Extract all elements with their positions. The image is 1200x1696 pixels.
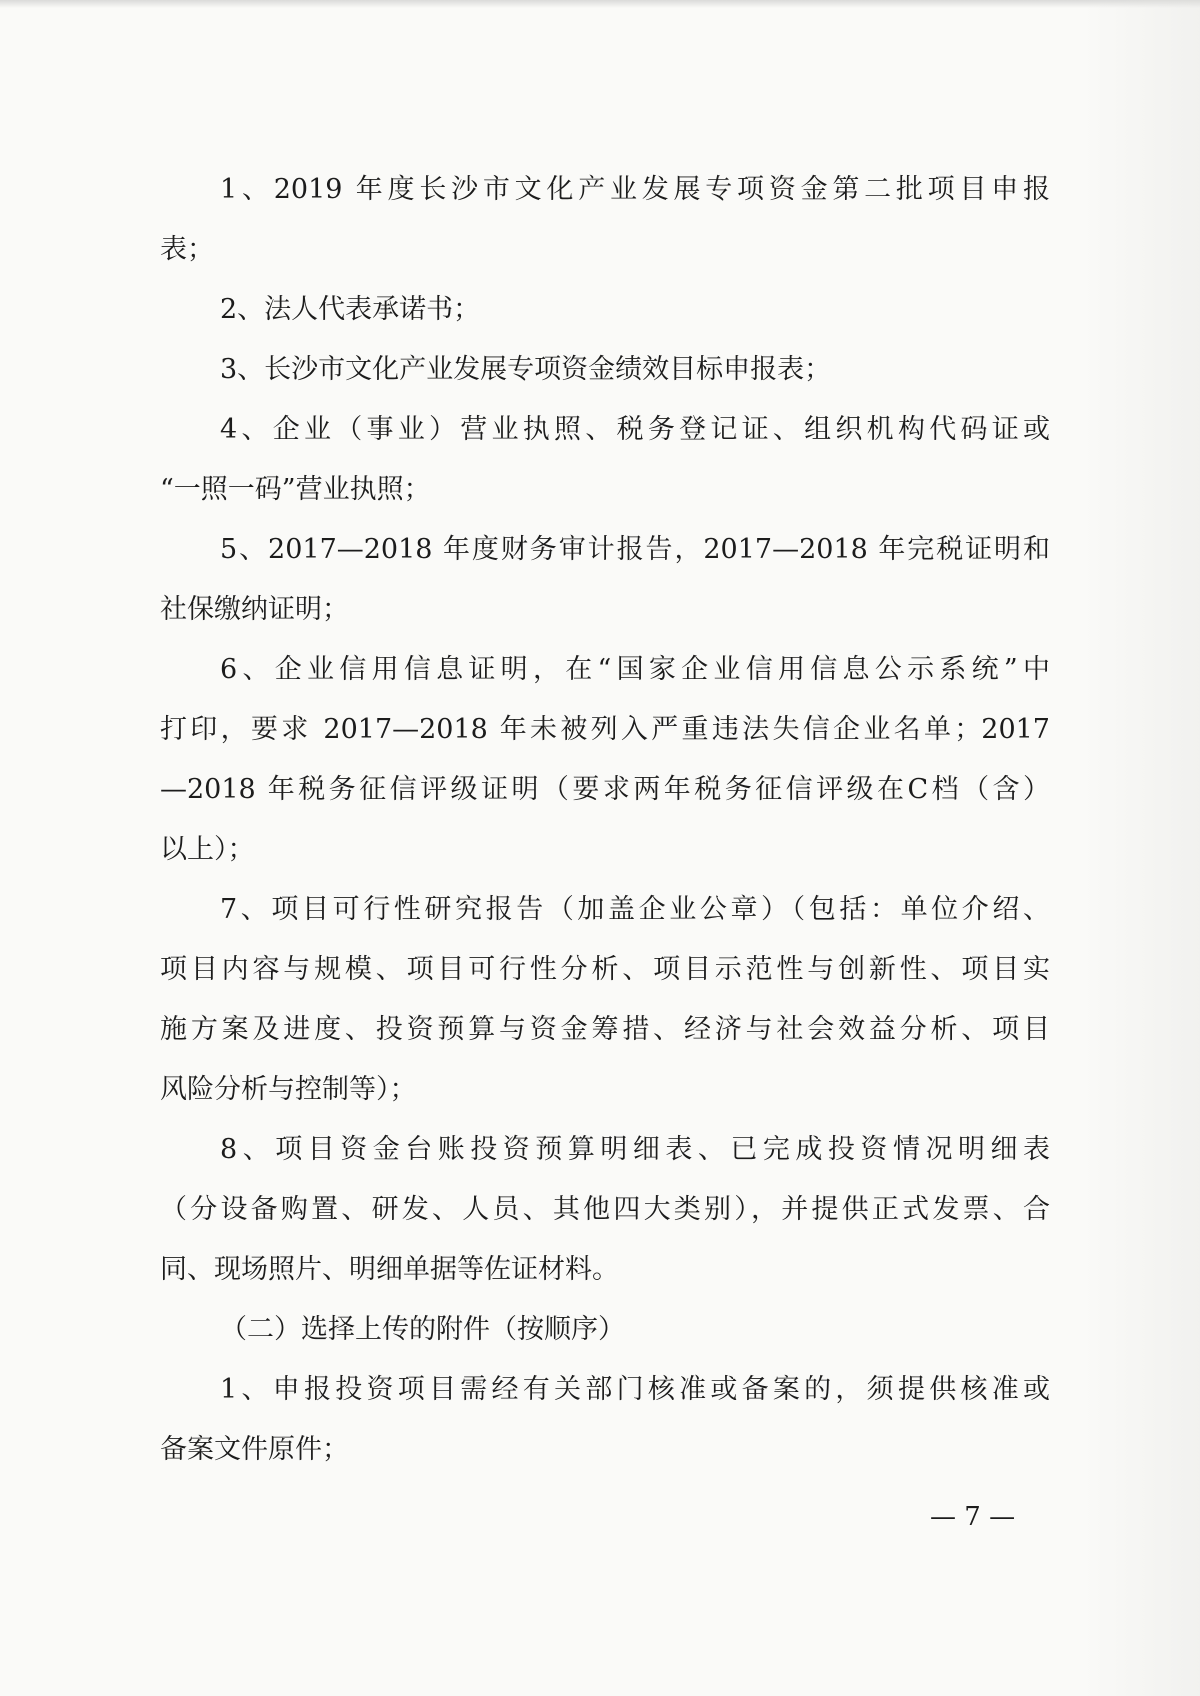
scan-edge-shadow xyxy=(1080,0,1200,1696)
page-number: — 7 — xyxy=(930,1502,1016,1532)
text-line: 项目内容与规模、项目可行性分析、项目示范性与创新性、项目实 xyxy=(160,954,1050,985)
text-line: —2018 年税务征信评级证明（要求两年税务征信评级在C档（含） xyxy=(160,774,1050,805)
text-line: 打印，要求 2017—2018 年未被列入严重违法失信企业名单；2017 xyxy=(160,714,1050,745)
text-line: （二）选择上传的附件（按顺序） xyxy=(220,1314,625,1345)
text-line: （分设备购置、研发、人员、其他四大类别），并提供正式发票、合 xyxy=(160,1194,1050,1225)
text-line: 4、企业（事业）营业执照、税务登记证、组织机构代码证或 xyxy=(220,414,1050,445)
text-line: 施方案及进度、投资预算与资金筹措、经济与社会效益分析、项目 xyxy=(160,1014,1050,1045)
text-line: 7、项目可行性研究报告（加盖企业公章）（包括：单位介绍、 xyxy=(220,894,1050,925)
text-line: 2、法人代表承诺书； xyxy=(220,294,481,325)
scan-top-shadow xyxy=(0,0,1200,8)
text-line: 8、项目资金台账投资预算明细表、已完成投资情况明细表 xyxy=(220,1134,1050,1165)
text-line: 同、现场照片、明细单据等佐证材料。 xyxy=(160,1254,619,1285)
text-line: 1、2019 年度长沙市文化产业发展专项资金第二批项目申报 xyxy=(220,174,1050,205)
text-line: 3、长沙市文化产业发展专项资金绩效目标申报表； xyxy=(220,354,832,385)
text-line: 风险分析与控制等）； xyxy=(160,1074,417,1105)
text-line: “一照一码”营业执照； xyxy=(160,474,431,505)
text-line: 5、2017—2018 年度财务审计报告，2017—2018 年完税证明和 xyxy=(220,534,1050,565)
text-line: 1、申报投资项目需经有关部门核准或备案的，须提供核准或 xyxy=(220,1374,1050,1405)
text-line: 备案文件原件； xyxy=(160,1434,349,1465)
text-line: 以上）； xyxy=(160,834,255,865)
document-body xyxy=(160,160,1050,1480)
text-line: 表； xyxy=(160,234,214,265)
text-line: 社保缴纳证明； xyxy=(160,594,349,625)
text-line: 6、企业信用信息证明，在“国家企业信用信息公示系统”中 xyxy=(220,654,1050,685)
